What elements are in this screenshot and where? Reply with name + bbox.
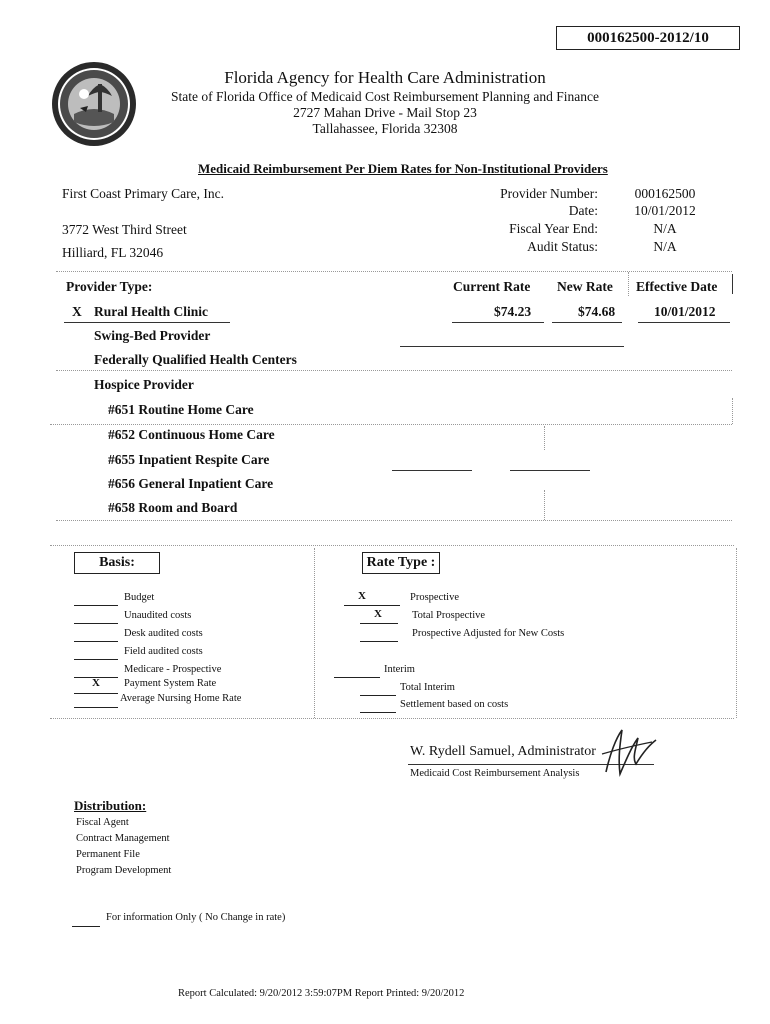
divider xyxy=(56,520,732,521)
divider xyxy=(552,322,622,323)
office-city: Tallahassee, Florida 32308 xyxy=(312,121,458,136)
col-header-current-rate: Current Rate xyxy=(453,279,531,294)
divider xyxy=(510,470,590,471)
basis-blank-budget xyxy=(74,593,118,606)
info-label-provider-number: Provider Number: xyxy=(500,186,598,201)
col-header-provider-type: Provider Type: xyxy=(66,279,153,294)
rate-mark-prospective: X xyxy=(358,590,366,602)
divider xyxy=(544,490,545,520)
row-effective-date-rural-health-clinic: 10/01/2012 xyxy=(654,304,716,319)
rate-label-prospective-adjusted: Prospective Adjusted for New Costs xyxy=(412,628,565,639)
basis-label-desk-audited: Desk audited costs xyxy=(124,628,203,639)
row-label-hospice-provider: Hospice Provider xyxy=(94,377,194,392)
rate-label-interim: Interim xyxy=(384,664,415,675)
document-id: 000162500-2012/10 xyxy=(556,26,740,50)
rate-blank-total-interim xyxy=(360,683,396,696)
rate-blank-prospective-adjusted xyxy=(360,629,398,642)
info-value-fiscal-year-end: N/A xyxy=(653,221,677,236)
basis-blank-average-nursing xyxy=(74,695,118,708)
col-header-new-rate: New Rate xyxy=(557,279,613,294)
basis-label-budget: Budget xyxy=(124,592,155,603)
rate-blank-settlement xyxy=(360,700,396,713)
basis-blank-field-audited xyxy=(74,647,118,660)
rate-type-title: Rate Type : xyxy=(362,552,440,574)
divider xyxy=(732,398,733,424)
rate-label-total-interim: Total Interim xyxy=(400,682,455,693)
info-label-fiscal-year-end: Fiscal Year End: xyxy=(509,221,598,236)
divider xyxy=(64,322,230,323)
basis-label-payment-system: Payment System Rate xyxy=(124,678,217,689)
row-label-651-routine-home-care: #651 Routine Home Care xyxy=(108,402,254,417)
basis-label-average-nursing: Average Nursing Home Rate xyxy=(120,693,242,704)
row-mark-rural-health-clinic: X xyxy=(72,304,82,319)
divider xyxy=(638,322,730,323)
info-value-audit-status: N/A xyxy=(653,239,677,254)
rate-blank-prospective xyxy=(344,593,400,606)
info-label-date: Date: xyxy=(568,203,598,218)
row-label-656-general-inpatient-care: #656 General Inpatient Care xyxy=(108,476,274,491)
rate-mark-total-prospective: X xyxy=(374,608,382,620)
basis-label-unaudited: Unaudited costs xyxy=(124,610,192,621)
divider xyxy=(50,545,734,546)
row-label-swing-bed-provider: Swing-Bed Provider xyxy=(94,328,211,343)
rate-label-settlement: Settlement based on costs xyxy=(400,699,509,710)
divider xyxy=(400,346,550,347)
info-only-label: For information Only ( No Change in rate) xyxy=(106,912,286,923)
office-street: 2727 Mahan Drive - Mail Stop 23 xyxy=(293,105,477,120)
divider xyxy=(314,548,315,718)
info-value-date: 10/01/2012 xyxy=(634,203,696,218)
divider xyxy=(56,370,732,371)
col-header-effective-date: Effective Date xyxy=(636,279,718,294)
info-label-audit-status: Audit Status: xyxy=(527,239,598,254)
distribution-item: Permanent File xyxy=(76,849,140,860)
row-label-655-inpatient-respite-care: #655 Inpatient Respite Care xyxy=(108,452,270,467)
basis-blank-unaudited xyxy=(74,611,118,624)
divider xyxy=(628,272,629,296)
office-name: State of Florida Office of Medicaid Cost Reimbursement Planning and Finance xyxy=(171,89,599,104)
basis-title: Basis: xyxy=(74,552,160,574)
divider xyxy=(56,271,732,272)
row-new-rate-rural-health-clinic: $74.68 xyxy=(578,304,616,319)
divider xyxy=(392,470,472,471)
report-footer: Report Calculated: 9/20/2012 3:59:07PM Report Printed: 9/20/2012 xyxy=(178,988,465,999)
divider xyxy=(452,322,544,323)
basis-label-medicare: Medicare - Prospective xyxy=(124,664,222,675)
provider-address-line1: 3772 West Third Street xyxy=(62,222,187,237)
distribution-item: Contract Management xyxy=(76,833,170,844)
divider xyxy=(736,548,737,718)
rate-label-total-prospective: Total Prospective xyxy=(412,610,486,621)
row-current-rate-rural-health-clinic: $74.23 xyxy=(494,304,532,319)
basis-label-field-audited: Field audited costs xyxy=(124,646,203,657)
rate-blank-interim xyxy=(334,665,380,678)
row-label-658-room-and-board: #658 Room and Board xyxy=(108,500,238,515)
divider xyxy=(50,718,734,719)
basis-blank-desk-audited xyxy=(74,629,118,642)
provider-address-line2: Hilliard, FL 32046 xyxy=(62,245,164,260)
agency-name: Florida Agency for Health Care Administration xyxy=(224,68,546,87)
signatory-name: W. Rydell Samuel, Administrator xyxy=(410,744,596,759)
row-label-652-continuous-home-care: #652 Continuous Home Care xyxy=(108,427,275,442)
rate-label-prospective: Prospective xyxy=(410,592,459,603)
info-value-provider-number: 000162500 xyxy=(634,186,696,201)
divider xyxy=(732,274,733,294)
divider xyxy=(50,424,732,425)
signatory-title: Medicaid Cost Reimbursement Analysis xyxy=(410,768,580,779)
info-only-blank xyxy=(72,914,100,927)
basis-mark-payment-system: X xyxy=(92,677,100,689)
provider-name: First Coast Primary Care, Inc. xyxy=(62,186,224,201)
section-title: Medicaid Reimbursement Per Diem Rates for Non-Institutional Providers xyxy=(198,161,608,176)
row-label-rural-health-clinic: Rural Health Clinic xyxy=(94,304,208,319)
divider xyxy=(544,426,545,450)
signature-scribble-icon xyxy=(596,724,660,780)
distribution-item: Program Development xyxy=(76,865,172,876)
distribution-title: Distribution: xyxy=(74,798,147,813)
distribution-item: Fiscal Agent xyxy=(76,817,129,828)
row-label-fqhc: Federally Qualified Health Centers xyxy=(94,352,297,367)
divider xyxy=(550,346,624,347)
